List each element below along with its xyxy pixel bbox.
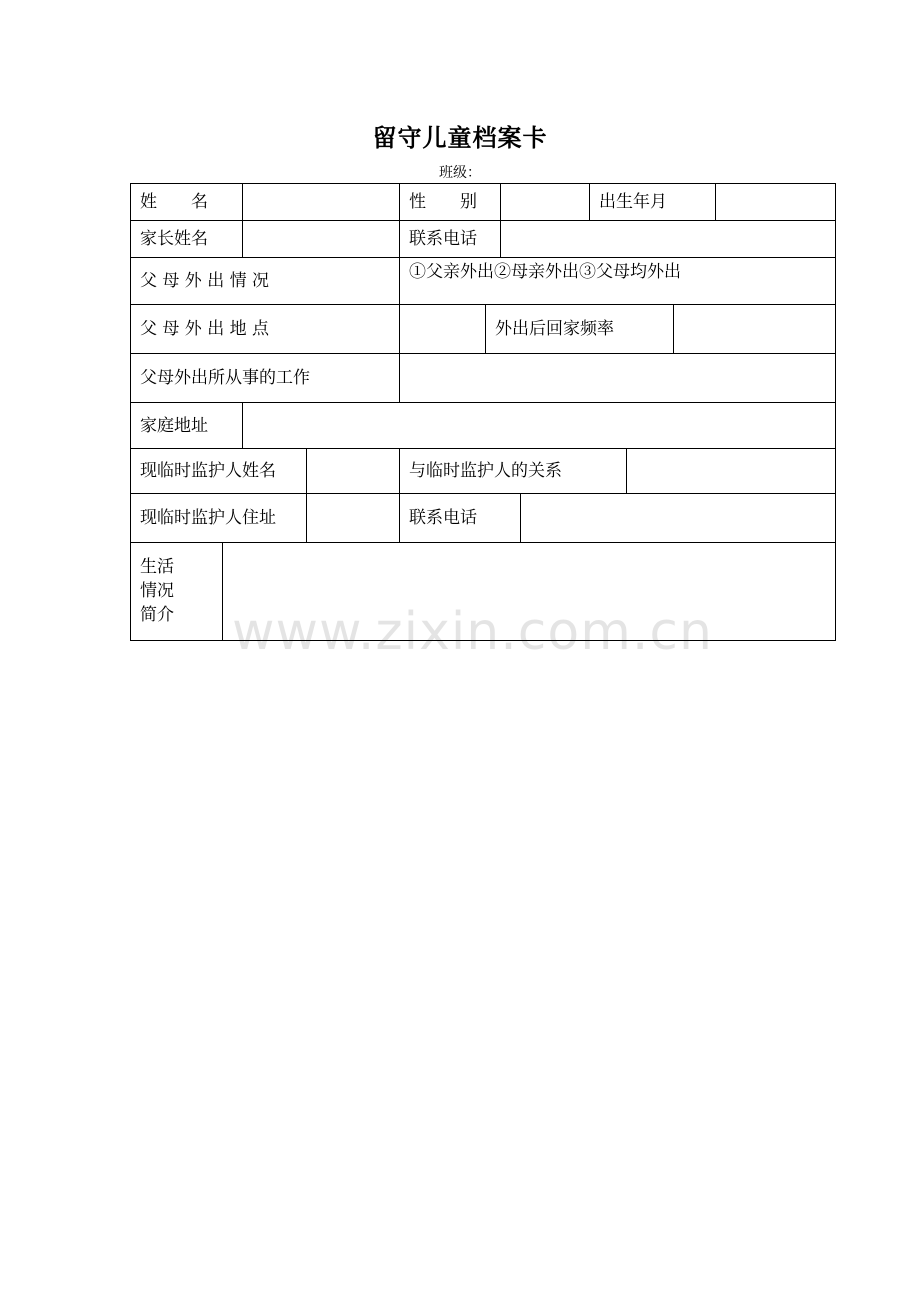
guardian-address-label: 现临时监护人住址 [140, 508, 276, 528]
table-border-bottom [130, 640, 836, 641]
page-title: 留守儿童档案卡 [372, 123, 548, 152]
return-frequency-label: 外出后回家频率 [495, 319, 614, 339]
contact-phone-field[interactable] [501, 221, 835, 257]
parent-name-field[interactable] [243, 221, 399, 257]
birth-label: 出生年月 [599, 192, 667, 212]
guardian-address-field[interactable] [307, 494, 399, 542]
gender-label: 性 别 [409, 192, 477, 212]
home-address-field[interactable] [243, 403, 835, 448]
parent-name-label: 家长姓名 [140, 229, 208, 249]
return-frequency-field[interactable] [674, 305, 835, 353]
parents-away-status-label: 父 母 外 出 情 况 [140, 271, 270, 291]
home-address-label: 家庭地址 [140, 415, 208, 436]
guardian-name-field[interactable] [307, 449, 399, 493]
watermark-text: www.zixin.com.cn [232, 602, 713, 662]
life-summary-field[interactable] [223, 543, 835, 640]
contact-phone-label: 联系电话 [409, 229, 477, 249]
name-label: 姓 名 [140, 192, 208, 212]
parents-away-location-label: 父 母 外 出 地 点 [140, 319, 270, 339]
parents-work-label: 父母外出所从事的工作 [140, 368, 310, 388]
life-summary-label: 生活情况简介 [140, 557, 174, 625]
guardian-phone-field[interactable] [521, 494, 835, 542]
archive-card-table [130, 183, 836, 641]
guardian-relation-field[interactable] [627, 449, 835, 493]
guardian-relation-label: 与临时监护人的关系 [409, 461, 562, 481]
parents-away-location-field[interactable] [400, 305, 485, 353]
guardian-phone-label: 联系电话 [409, 508, 477, 528]
gender-field[interactable] [501, 184, 589, 220]
name-field[interactable] [243, 184, 399, 220]
parents-work-field[interactable] [400, 354, 835, 402]
birth-field[interactable] [716, 184, 835, 220]
parents-away-options[interactable]: ①父亲外出②母亲外出③父母均外出 [409, 262, 681, 282]
class-label: 班级： [439, 165, 481, 181]
guardian-name-label: 现临时监护人姓名 [140, 461, 276, 481]
table-border-right [835, 183, 836, 641]
